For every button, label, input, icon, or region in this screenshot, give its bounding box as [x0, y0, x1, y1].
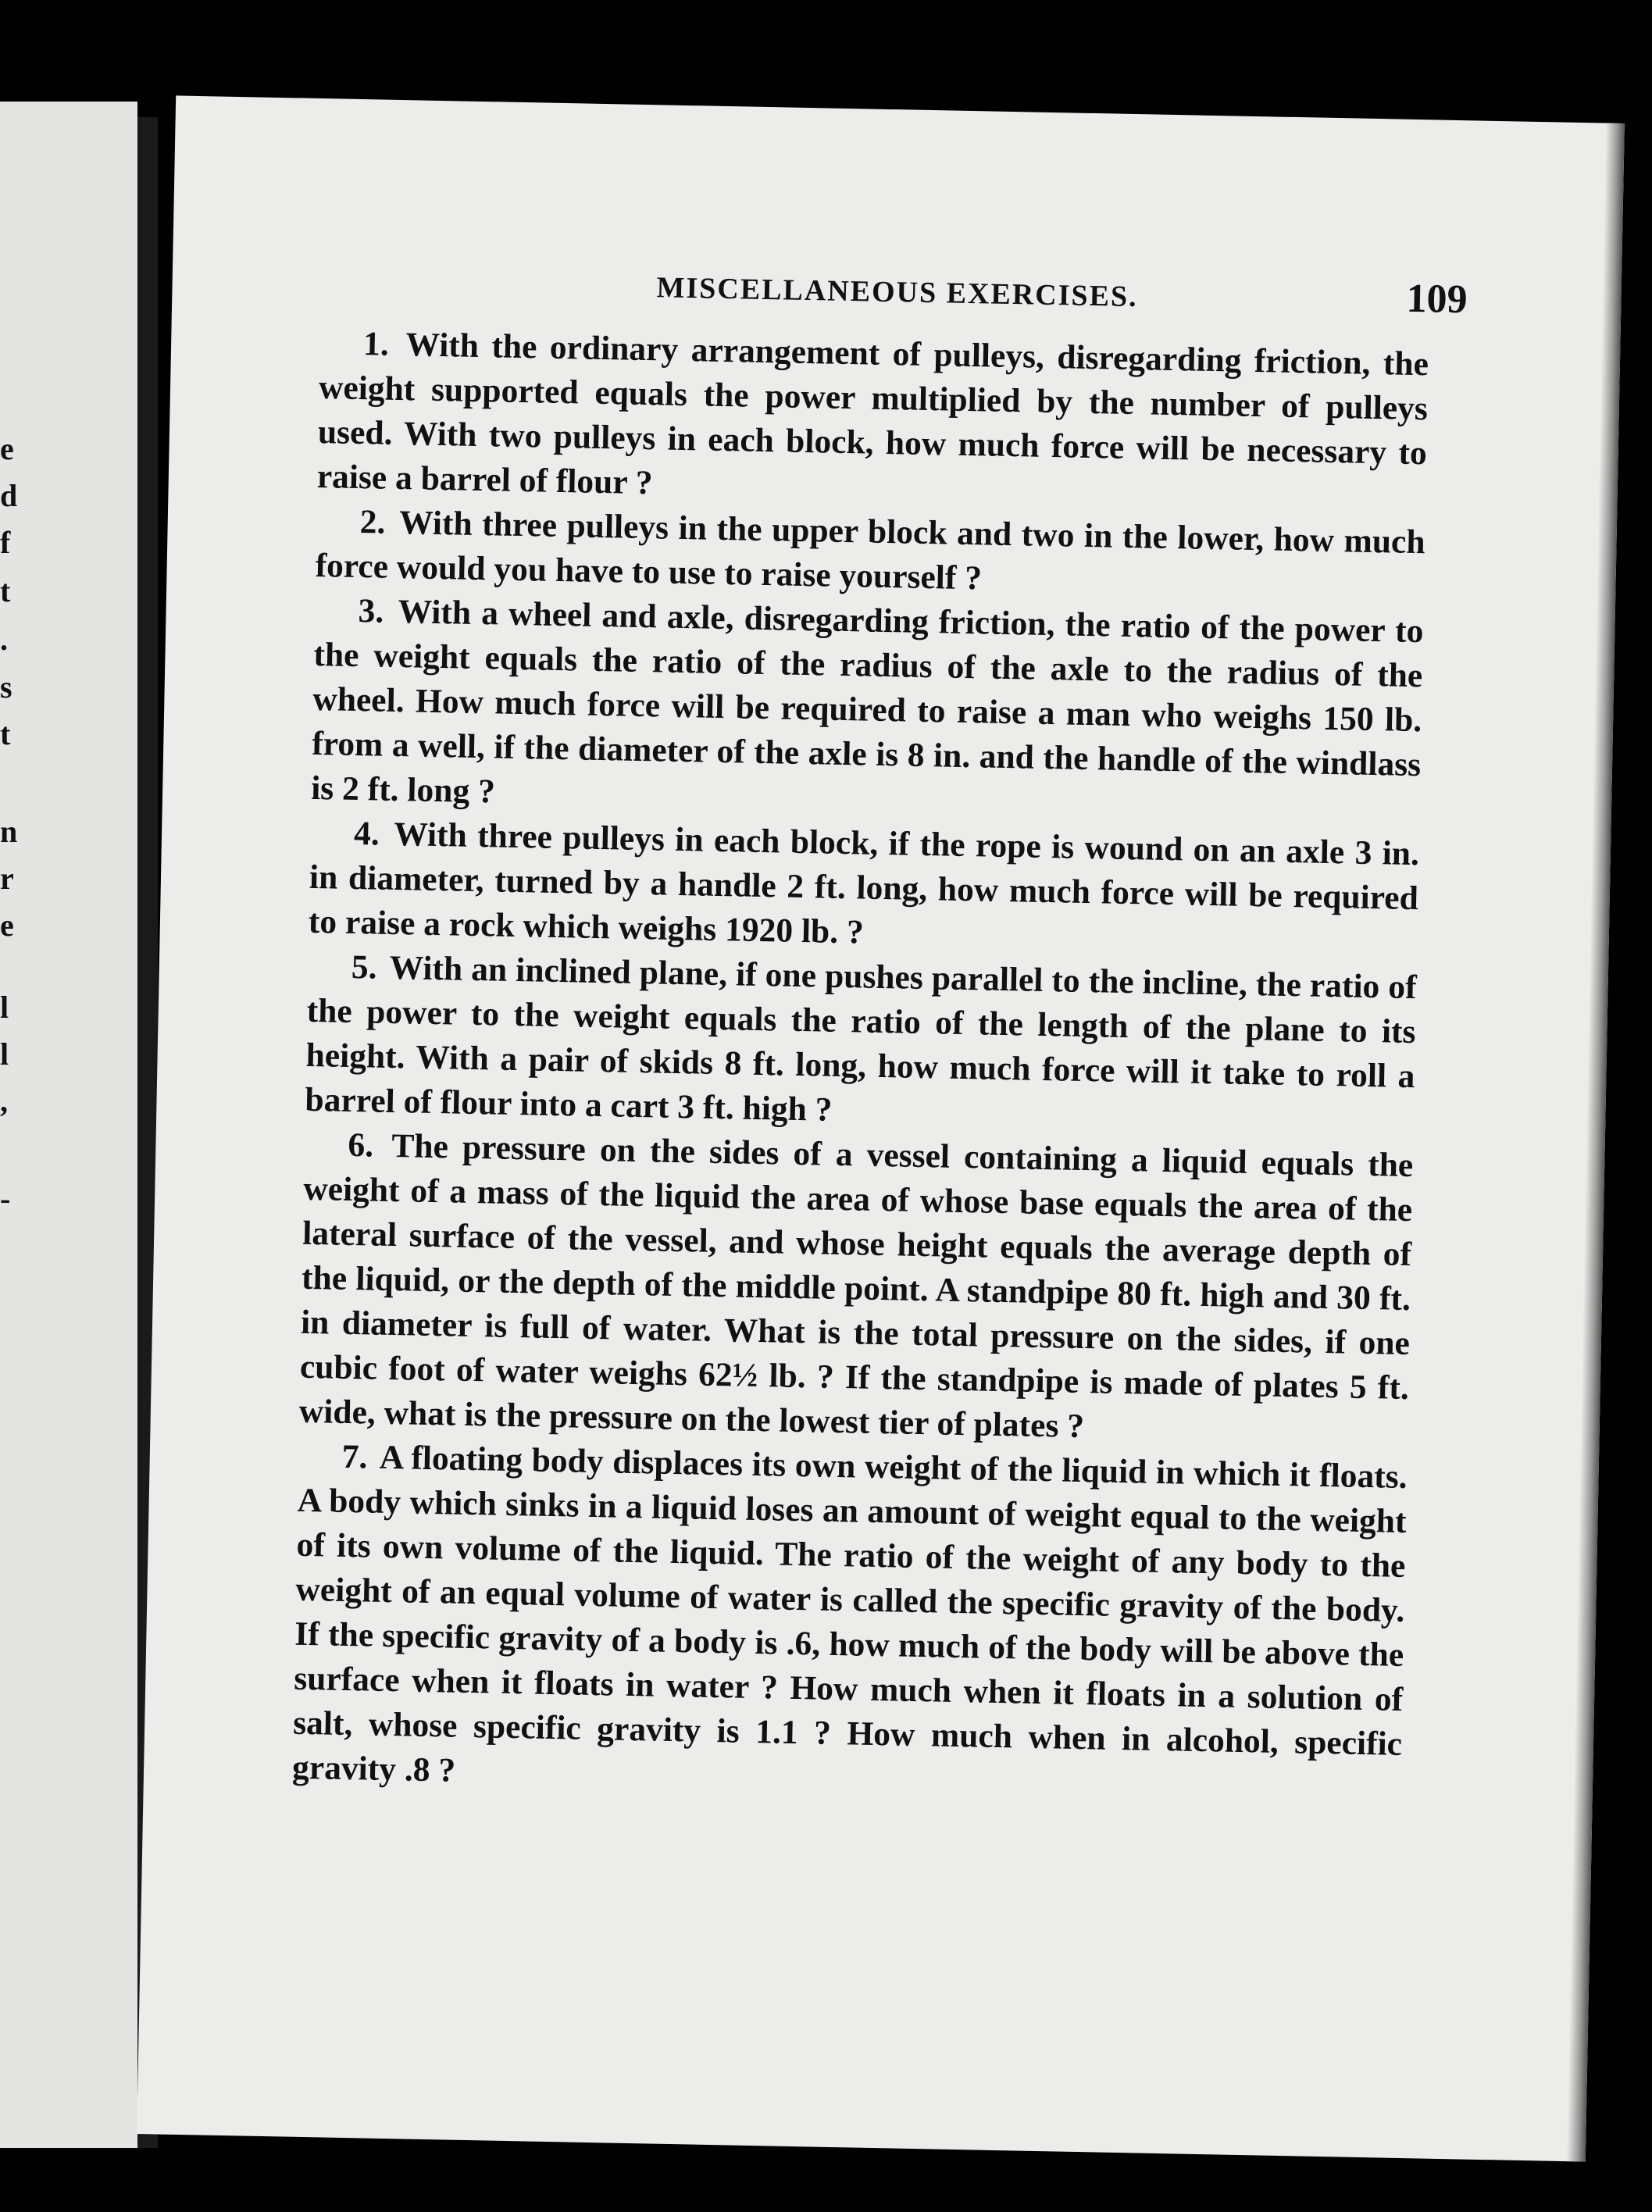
exercise-item	[292, 1434, 1408, 1811]
exercise-text: With three pulleys in the upper block and two in the lower, how much force would you have to use to raise yourself ?	[315, 504, 1426, 598]
margin-letter: s	[0, 669, 12, 705]
book-page	[137, 95, 1625, 2161]
margin-letter: n	[0, 814, 18, 849]
margin-letter: t	[0, 573, 11, 608]
exercise-text: With a wheel and axle, disregarding friction, the ratio of the power to the weight equals the ratio of the radius of the axle to the radius of the wheel. How much force will be required to raise a man who weighs 150 lb. from a well, if the diameter of the axle is 8 in. and the handle of the windlass is 2 ft. long ?	[310, 593, 1424, 811]
exercise-number: 3.	[358, 592, 384, 630]
exercise-text: A floating body displaces its own weight of the liquid in which it floats. A body which sinks in a liquid loses an amount of weight equal to the weight of its own volume of the liquid. The ratio of the weight of any body to the weight of an equal volume of water is called the specific gravity of the body. If the specific gravity of a body is .6, how much of the body will be above the surface when it floats in water ? How much when it floats in a solution of salt, whose specific gravity is 1.1 ? How much when in alcohol, specific gravity .8 ?	[291, 1438, 1408, 1789]
margin-letter: ,	[0, 1083, 8, 1118]
margin-letter: l	[0, 1036, 9, 1072]
exercise-item	[311, 588, 1424, 832]
exercise-text: With an inclined plane, if one pushes parallel to the incline, the ratio of the power to the weight equals the ratio of the length of the plane to its height. With a pair of skids 8 ft. long, how much force will it take to roll a barrel of flour into a cart 3 ft. high ?	[305, 948, 1418, 1129]
exercise-item	[308, 811, 1419, 965]
exercise-text: With the ordinary arrangement of pulleys, disregarding friction, the weight supported equals the power multiplied by the number of pulleys used. With two pulleys in each block, how much force will be necessary to raise a barrel of flour ?	[316, 326, 1429, 502]
page-edge-shadow	[1567, 123, 1625, 2162]
exercise-number: 5.	[351, 947, 377, 986]
exercise-text: With three pulleys in each block, if the rope is wound on an axle 3 in. in diameter, turned by a handle 2 ft. long, how much force will be required to raise a rock which weighs 1920 lb. ?	[308, 815, 1420, 951]
facing-page-sliver	[0, 102, 137, 2148]
margin-letter: d	[0, 478, 18, 513]
margin-letter: t	[0, 716, 11, 751]
margin-letter: r	[0, 861, 14, 896]
exercise-number: 1.	[362, 325, 390, 363]
exercise-number: 7.	[341, 1437, 368, 1476]
exercise-item	[305, 944, 1417, 1143]
exercise-number: 2.	[359, 503, 386, 541]
margin-letter: e	[0, 431, 14, 466]
margin-letter: l	[0, 990, 9, 1025]
exercise-text: The pressure on the sides of a vessel containing a liquid equals the weight of a mass of the liquid the area of whose base equals the area of the lateral surface of the vessel, and whose height equals the average depth of the liquid, or the depth of the middle point. A standpipe 80 ft. high and 30 ft. in diameter is full of water. What is the total pressure on the sides, if one cubic foot of water weighs 62½ lb. ? If the standpipe is made of plates 5 ft. wide, what is the pressure on the lowest tier of plates ?	[298, 1126, 1414, 1446]
exercise-number: 4.	[353, 814, 380, 853]
margin-letter: f	[0, 525, 11, 560]
exercise-list	[292, 321, 1429, 1811]
exercise-number: 6.	[348, 1126, 374, 1165]
margin-letter: -	[0, 1181, 11, 1216]
margin-letter: e	[0, 908, 14, 943]
exercise-item	[298, 1122, 1413, 1455]
margin-letter: .	[0, 622, 8, 657]
page-number: 109	[1405, 276, 1468, 323]
exercise-item	[316, 321, 1429, 520]
running-head: MISCELLANEOUS EXERCISES.	[656, 271, 1138, 314]
